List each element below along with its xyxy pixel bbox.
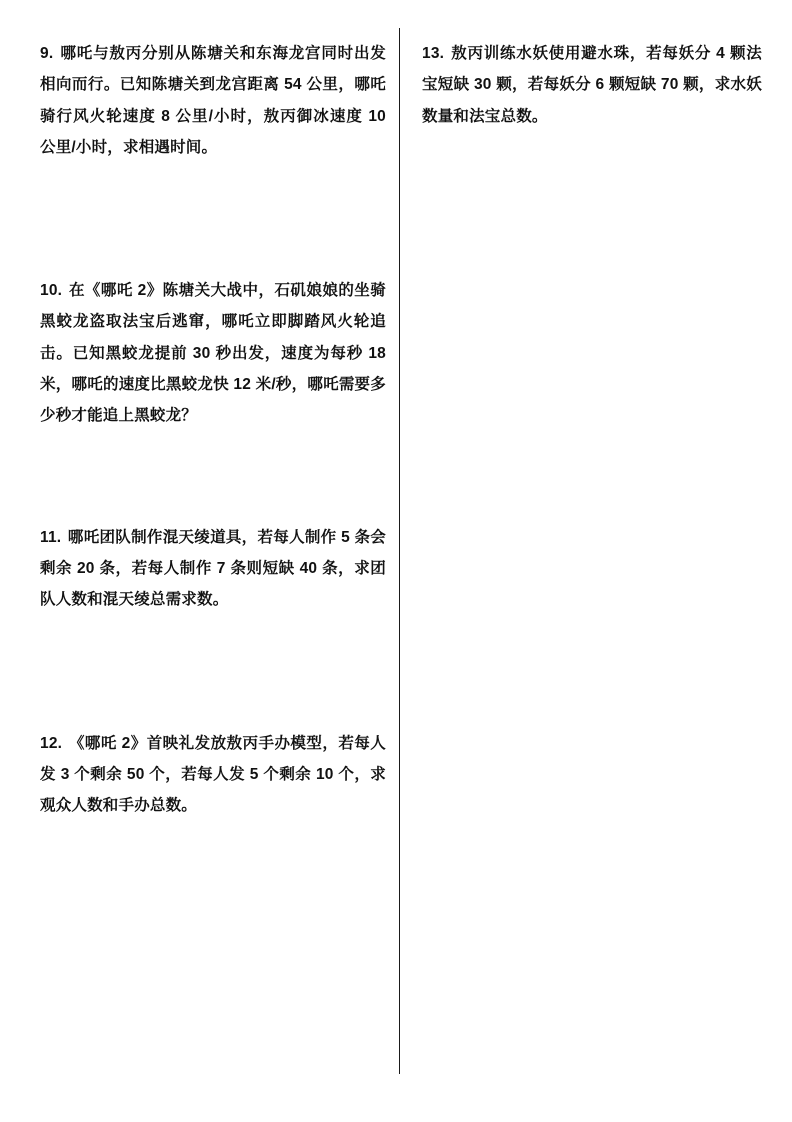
problem-number: 10. — [40, 282, 63, 300]
answer-space — [40, 163, 386, 275]
problem-number: 13. — [422, 45, 445, 62]
problem-number: 12. — [40, 734, 63, 752]
answer-space — [40, 432, 386, 522]
problem-number: 11. — [40, 528, 62, 546]
problem-item — [40, 275, 386, 431]
problem-item — [40, 522, 386, 616]
problem-item — [40, 38, 386, 163]
answer-space — [40, 616, 386, 728]
right-column — [400, 0, 792, 1122]
problem-text: 敖丙训练水妖使用避水珠，若每妖分 4 颗法宝短缺 30 颗，若每妖分 6 颗短缺 70 颗，求水妖数量和法宝总数。 — [422, 45, 762, 125]
problem-text: 哪吒团队制作混天绫道具，若每人制作 5 条会剩余 20 条，若每人制作 7 条则短缺 40 条，求团队人数和混天绫总需求数。 — [40, 528, 386, 609]
problem-item — [422, 38, 762, 132]
problem-number: 9. — [40, 45, 54, 62]
problem-text: 在《哪吒 2》陈塘关大战中，石矶娘娘的坐骑黑蛟龙盗取法宝后逃窜，哪吒立即脚踏风火轮追击。已知黑蛟龙提前 30 秒出发，速度为每秒 18 米，哪吒的速度比黑蛟龙快 12 米/秒，哪吒需要多少秒才能追上黑蛟龙？ — [40, 282, 386, 425]
problem-text: 哪吒与敖丙分别从陈塘关和东海龙宫同时出发相向而行。已知陈塘关到龙宫距离 54 公里，哪吒骑行风火轮速度 8 公里/小时，敖丙御冰速度 10 公里/小时，求相遇时间。 — [40, 45, 386, 156]
problem-item — [40, 728, 386, 822]
problem-text: 《哪吒 2》首映礼发放敖丙手办模型，若每人发 3 个剩余 50 个，若每人发 5 个剩余 10 个，求观众人数和手办总数。 — [40, 734, 386, 815]
